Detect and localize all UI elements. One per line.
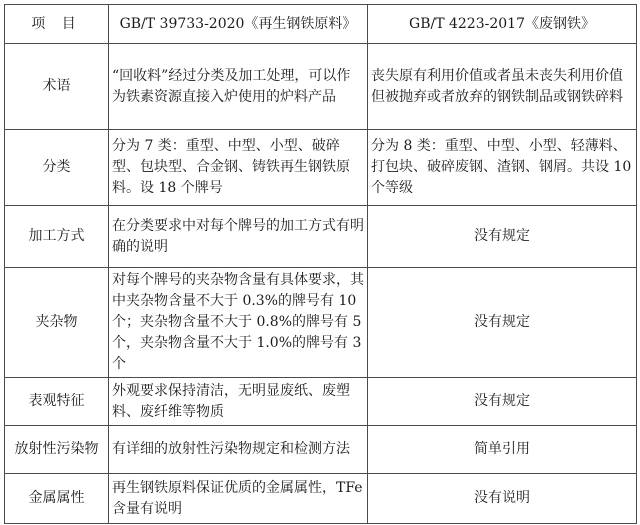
header-standard-gbt4223: GB/T 4223-2017《废钢铁》 [368,5,637,44]
row-label-terminology: 术语 [5,44,109,130]
cell-gbt4223-inclusions: 没有规定 [368,268,637,378]
table-row [5,474,637,524]
cell-gbt4223-processing: 没有规定 [368,206,637,268]
table-header-row [5,5,637,44]
cell-gbt39733-metal-properties: 再生钢铁原料保证优质的金属属性，TFe 含量有说明 [109,474,368,524]
row-label-appearance: 表观特征 [5,378,109,426]
cell-gbt39733-appearance: 外观要求保持清洁，无明显废纸、废塑料、废纤维等物质 [109,378,368,426]
header-item: 项 目 [5,5,109,44]
cell-gbt39733-classification: 分为 7 类：重型、中型、小型、破碎型、包块型、合金钢、铸铁再生钢铁原料。设 18 个牌号 [109,130,368,206]
row-label-classification: 分类 [5,130,109,206]
cell-gbt4223-radioactive: 简单引用 [368,426,637,474]
row-label-inclusions: 夹杂物 [5,268,109,378]
row-label-radioactive: 放射性污染物 [5,426,109,474]
cell-gbt39733-inclusions: 对每个牌号的夹杂物含量有具体要求，其中夹杂物含量不大于 0.3%的牌号有 10 个；夹杂物含量不大于 0.8%的牌号有 5 个，夹杂物含量不大于 1.0%的牌号有 3 个 [109,268,368,378]
table-row [5,44,637,130]
cell-gbt4223-appearance: 没有规定 [368,378,637,426]
row-label-metal-properties: 金属属性 [5,474,109,524]
table-row [5,268,637,378]
cell-gbt4223-metal-properties: 没有说明 [368,474,637,524]
cell-gbt39733-radioactive: 有详细的放射性污染物规定和检测方法 [109,426,368,474]
table-row [5,130,637,206]
row-label-processing: 加工方式 [5,206,109,268]
cell-gbt4223-classification: 分为 8 类：重型、中型、小型、轻薄料、打包块、破碎废钢、渣钢、钢屑。共设 10 个等级 [368,130,637,206]
table-row [5,378,637,426]
cell-gbt39733-processing: 在分类要求中对每个牌号的加工方式有明确的说明 [109,206,368,268]
table-row [5,206,637,268]
cell-gbt4223-terminology: 丧失原有利用价值或者虽未丧失利用价值但被抛弃或者放弃的钢铁制品或钢铁碎料 [368,44,637,130]
cell-gbt39733-terminology: “回收料”经过分类及加工处理，可以作为铁素资源直接入炉使用的炉料产品 [109,44,368,130]
standards-comparison-table [4,4,637,524]
header-standard-gbt39733: GB/T 39733-2020《再生钢铁原料》 [109,5,368,44]
table-row [5,426,637,474]
